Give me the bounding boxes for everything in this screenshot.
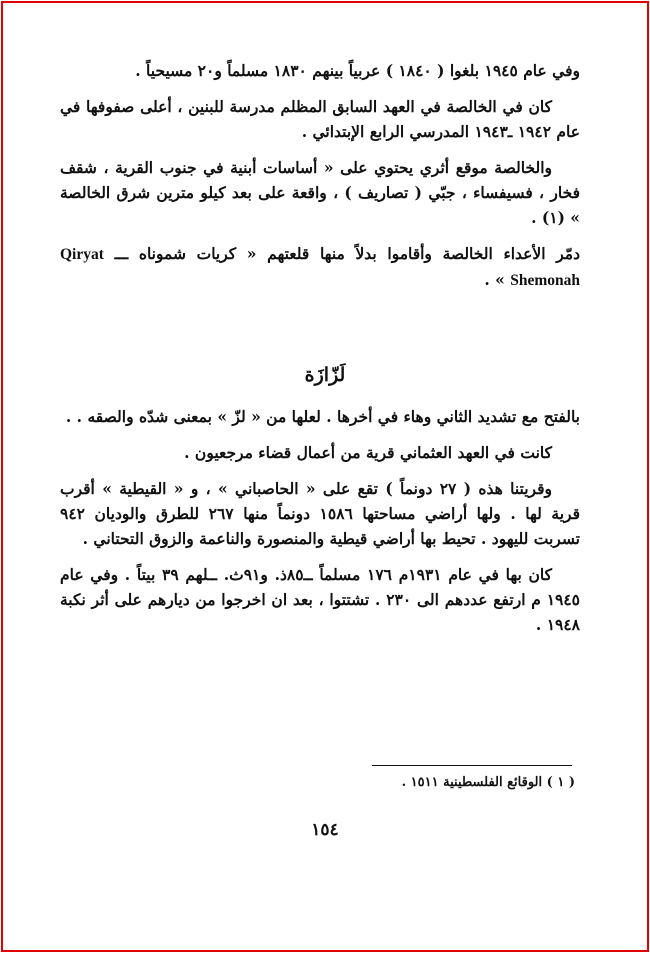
footnote-divider <box>372 765 572 766</box>
page-number: ١٥٤ <box>311 820 339 840</box>
paragraph-archaeology: والخالصة موقع أثري يحتوي على « أساسات أبنية في جنوب القرية ، شقف فخار ، فسيفساء ، جبّي ( تصاريف ) ، واقعة على بعد كيلو مترين شرق الخالصة » (١) . <box>60 158 580 227</box>
section-1-body <box>60 58 580 304</box>
paragraph-school: كان في الخالصة في العهد السابق المظلم مدرسة للبنين ، أعلى صفوفها في عام ١٩٤٢ ـ١٩٤٣ المدرسي الرابع الإبتدائي . <box>60 97 580 141</box>
footnote: ( ١ ) الوقائع الفلسطينية ١٥١١ . <box>401 775 575 790</box>
paragraph-land: وقريتنا هذه ( ٢٧ دونماً ) تقع على « الحاصباني » ، و « القيطية » أقرب قرية لها . ولها أراضي مساحتها ١٥٨٦ دونماً منها ٢٦٧ للطرق والوديان ٩٤٢ تسربت لليهود . تحيط بها أراضي قيطية والمنصورة والناعمة والزوق التحتاني . <box>60 479 581 548</box>
destruction-text-end: » . <box>484 270 505 289</box>
paragraph-etymology: بالفتح مع تشديد الثاني وهاء في أخرها . لعلها من « لزّ » بمعنى شدّه والصقه . . <box>65 407 580 426</box>
section-title-lazzaza: لَزّازَة <box>304 364 346 386</box>
destruction-text: دمّر الأعداء الخالصة وأقاموا بدلاً منها قلعتهم « كريات شموناه ـــ <box>114 244 580 263</box>
paragraph-destruction <box>60 241 580 293</box>
paragraph-population-1945: وفي عام ١٩٤٥ بلغوا ( ١٨٤٠ ) عربياً بينهم ١٨٣٠ مسلماً و٢٠ مسيحياً . <box>135 61 580 80</box>
qiryat-shemonah-latin: Qiryat Shemonah <box>60 246 580 289</box>
paragraph-population: كان بها في عام ١٩٣١م ١٧٦ مسلماً ــ٨٥ذ. و٩١ث. ــلهم ٣٩ بيتاً . وفي عام ١٩٤٥ م ارتفع عددهم الى ٢٣٠ . تشتتوا ، بعد ان اخرجوا من ديارهم على أثر نكبة ١٩٤٨ . <box>60 565 580 634</box>
section-2-body <box>60 404 580 648</box>
paragraph-ottoman: كانت في العهد العثماني قرية من أعمال قضاء مرجعيون . <box>184 443 552 462</box>
